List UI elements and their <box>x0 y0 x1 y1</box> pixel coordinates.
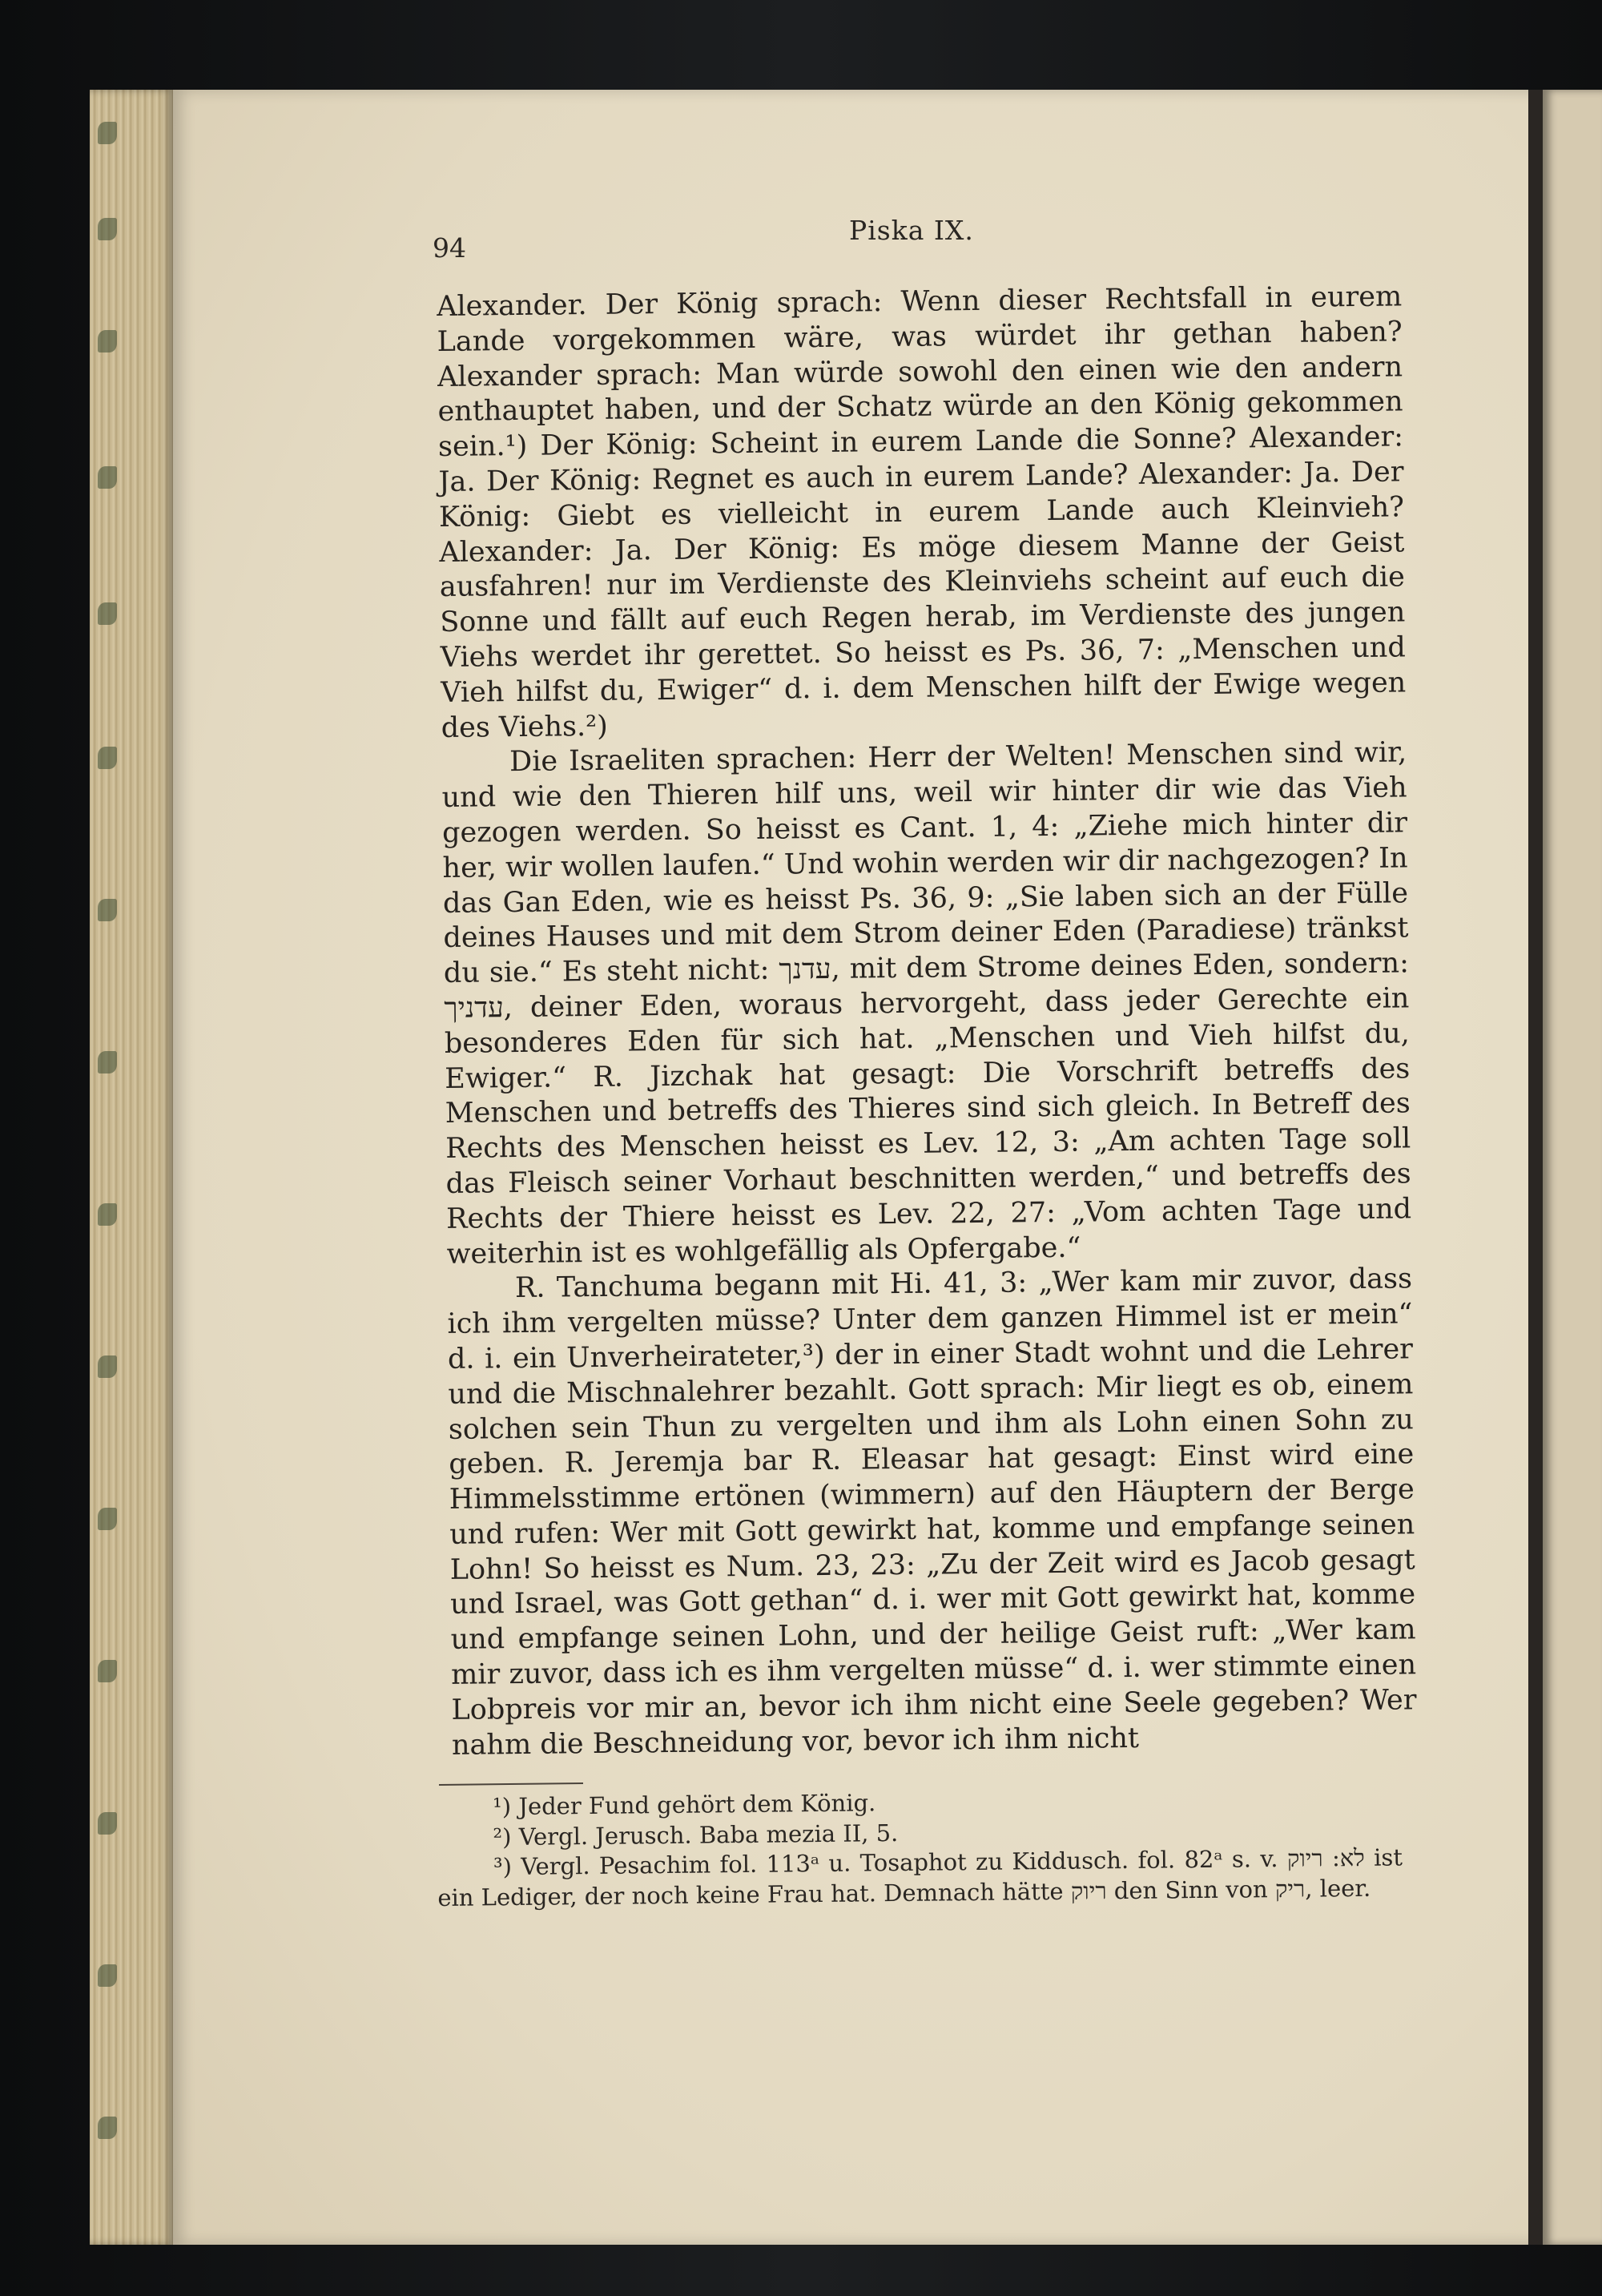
running-head <box>433 215 1418 263</box>
gutter <box>1528 90 1543 2245</box>
header-title: Piska IX. <box>849 215 974 246</box>
body-text <box>437 280 1417 1763</box>
footnote: ³) Vergl. Pesachim fol. 113ᵃ u. Tosaphot zu Kiddusch. fol. 82ᵃ s. v. לא: ריוק ist ein Lediger, der noch keine Frau hat. Demnach hätte ריוק den Sinn von ריק, leer. <box>437 1843 1403 1911</box>
facing-page-edge <box>1543 90 1602 2245</box>
page-number: 94 <box>433 232 466 264</box>
footnote: ¹) Jeder Fund gehört dem König. <box>493 1789 876 1821</box>
footnotes <box>437 1782 1403 1913</box>
paragraph: Alexander. Der König sprach: Wenn dieser Rechtsfall in eurem Lande vorgekommen wäre, was würdet ihr gethan haben? Alexander sprach: Man würde sowohl den einen wie den andern enthauptet haben, und der Schatz würde an den König gekommen sein.¹) Der König: Scheint in eurem Lande die Sonne? Alexander: Ja. Der König: Regnet es auch in eurem Lande? Alexander: Ja. Der König: Giebt es vielleicht in eurem Lande auch Kleinvieh? Alexander: Ja. Der König: Es möge diesem Manne der Geist ausfahren! nur im Verdienste des Kleinviehs scheint auf euch die Sonne und fällt auf euch Regen herab, im Verdienste des jungen Viehs werdet ihr gerettet. So heisst es Ps. 36, 7: „Menschen und Vieh hilfst du, Ewiger“ d. i. dem Menschen hilft der Ewige wegen des Viehs.²) <box>437 280 1407 744</box>
page-edges <box>90 90 173 2245</box>
footnote: ²) Vergl. Jerusch. Baba mezia II, 5. <box>493 1819 899 1851</box>
paragraph: R. Tanchuma begann mit Hi. 41, 3: „Wer kam mir zuvor, dass ich ihm vergelten müsse? Unter dem ganzen Himmel ist er mein“ d. i. ein Unverheirateter,³) der in einer Stadt wohnt und die Lehrer und die Mischnalehrer bezahlt. Gott sprach: Mir liegt es ob, einem solchen sein Thun zu vergelten und ihm als Lohn einen Sohn zu geben. R. Jeremja bar R. Eleasar hat gesagt: Einst wird eine Himmelsstimme ertönen (wimmern) auf den Häuptern der Berge und rufen: Wer mit Gott gewirkt hat, komme und empfange seinen Lohn! So heisst es Num. 23, 23: „Zu der Zeit wird es Jacob gesagt und Israel, was Gott gethan“ d. i. wer mit Gott gewirkt hat, komme und empfange seinen Lohn, und der heilige Geist ruft: „Wer kam mir zuvor, dass ich es ihm vergelten müsse“ d. i. wer stimmte einen Lobpreis vor mir an, bevor ich ihm nicht eine Seele gegeben? Wer nahm die Beschneidung vor, bevor ich ihm nicht <box>447 1263 1417 1762</box>
paragraph: Die Israeliten sprachen: Herr der Welten! Menschen sind wir, und wie den Thieren hilf uns, weil wir hinter dir wie das Vieh gezogen werden. So heisst es Cant. 1, 4: „Ziehe mich hinter dir her, wir wollen laufen.“ Und wohin werden wir dir nachgezogen? In das Gan Eden, wie es heisst Ps. 36, 9: „Sie laben sich an der Fülle deines Hauses und mit dem Strom deiner Eden (Paradiese) tränkst du sie.“ Es steht nicht: עדנך, mit dem Strome deines Eden, sondern: עדניך, deiner Eden, woraus hervorgeht, dass jeder Gerechte ein besonderes Eden für sich hat. „Menschen und Vieh hilfst du, Ewiger.“ R. Jizchak hat gesagt: Die Vorschrift betreffs des Menschen und betreffs des Thieres sind sich gleich. In Betreff des Rechts des Menschen heisst es Lev. 12, 3: „Am achten Tage soll das Fleisch seiner Vorhaut beschnitten werden,“ und betreffs des Rechts der Thiere heisst es Lev. 22, 27: „Vom achten Tage und weiterhin ist es wohlgefällig als Opfergabe.“ <box>441 736 1412 1271</box>
